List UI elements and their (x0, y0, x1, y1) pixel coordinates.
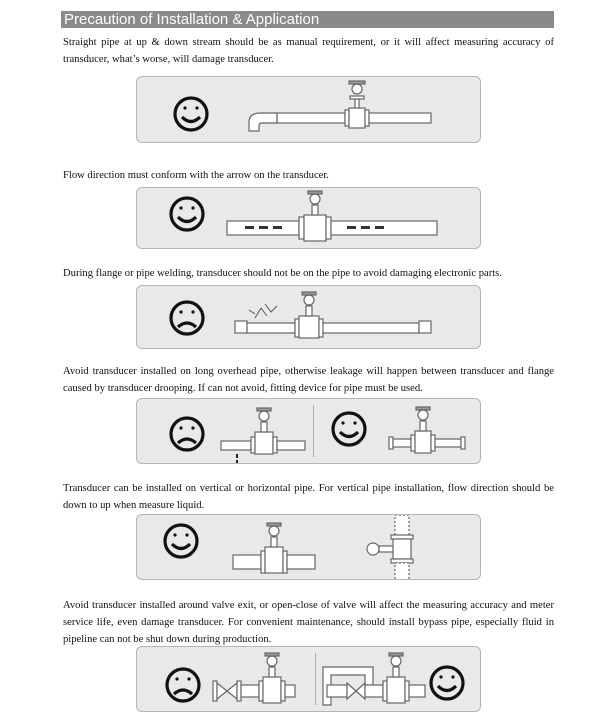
section-6-text: Avoid transducer installed around valve exit, or open-close of valve will affect the measuring accuracy and meter service life, even damage transducer. For convenient maintenance, should install bypass pipe, especially fluid in pipeline can not be shut down during production. (63, 600, 554, 645)
section-1-text: Straight pipe at up & down stream should be as manual requirement, or it will affect measuring accuracy of transducer, what’s worse, will damage transducer. (63, 37, 554, 65)
sad-face-icon (167, 669, 199, 701)
sad-face-icon (171, 302, 203, 334)
pipe-with-arrows-icon (227, 191, 437, 241)
diagram-flow-direction (136, 187, 481, 249)
happy-face-icon (431, 667, 463, 699)
supported-pipe-icon (389, 407, 465, 453)
section-4-text: Avoid transducer installed on long overhead pipe, otherwise leakage will happen between transducer and flange caused by transducer drooping. If can not avoid, fitting device for pipe must be used. (63, 366, 554, 394)
diagram-vertical-horizontal (136, 514, 481, 580)
happy-face-icon (171, 198, 203, 230)
horizontal-pipe-meter-icon (233, 523, 315, 573)
happy-face-icon (165, 525, 197, 557)
diagram-welding (136, 285, 481, 349)
bypass-pipe-icon (323, 653, 425, 705)
diagram-overhead-pipe (136, 398, 481, 464)
happy-face-icon (333, 413, 365, 445)
happy-face-icon (175, 98, 207, 130)
page-title: Precaution of Installation & Application (61, 11, 554, 28)
sad-face-icon (171, 418, 203, 450)
panel-divider (313, 405, 314, 457)
welding-spark-icon (249, 304, 277, 318)
leak-drop-icon (236, 454, 238, 463)
diagram-straight-pipe (136, 76, 481, 143)
welding-pipe-meter-icon (235, 292, 431, 338)
section-5-text: Transducer can be installed on vertical or horizontal pipe. For vertical pipe installation, flow direction should be down to up when measure liquid. (63, 483, 554, 511)
vertical-pipe-meter-icon (367, 515, 413, 580)
panel-divider (315, 653, 316, 705)
section-2-text: Flow direction must conform with the arrow on the transducer. (63, 170, 329, 181)
section-3-text: During flange or pipe welding, transducer should not be on the pipe to avoid damaging electronic parts. (63, 268, 502, 279)
drooping-pipe-icon (221, 408, 305, 454)
valve-pipe-meter-icon (213, 653, 295, 703)
diagram-valve-bypass (136, 646, 481, 712)
elbow-pipe-meter-icon (249, 81, 431, 131)
